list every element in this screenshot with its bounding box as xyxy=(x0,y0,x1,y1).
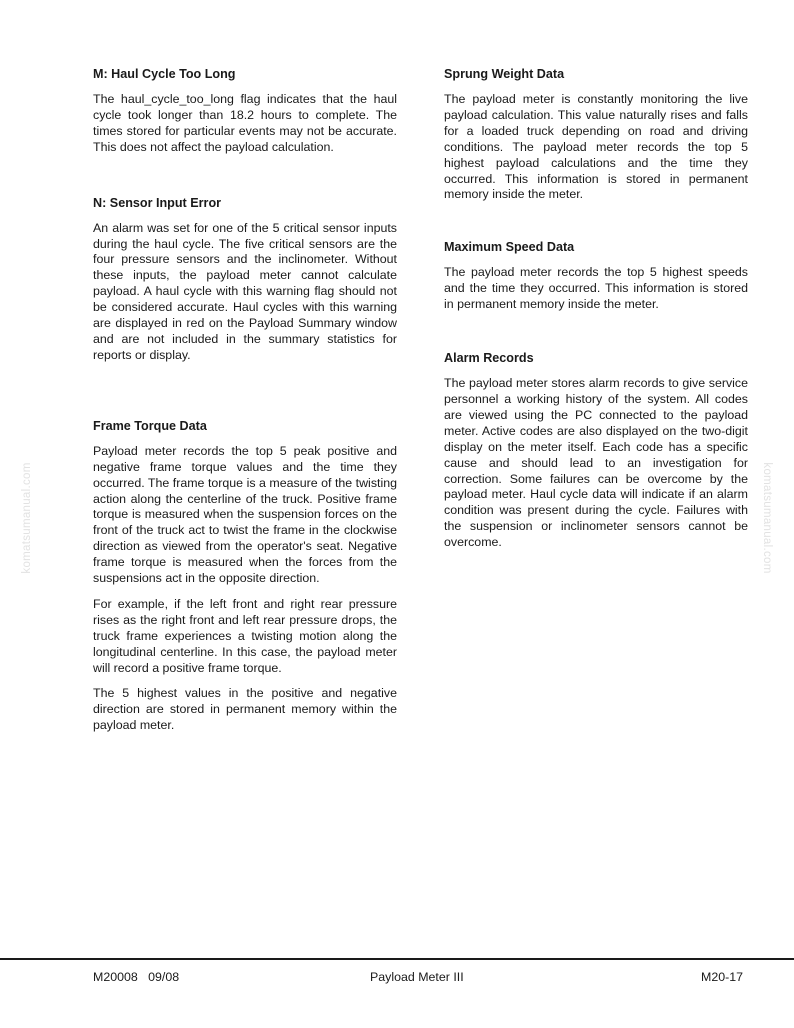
paragraph: The payload meter records the top 5 highest speeds and the time they occurred. This information is stored in permanent memory inside the meter. xyxy=(444,265,748,312)
paragraph: For example, if the left front and right rear pressure rises as the right front and left rear pressure drops, the truck frame experiences a twisting motion along the longitudinal centerline. In this case, the payload meter will record a positive frame torque. xyxy=(93,596,397,675)
paragraph: The 5 highest values in the positive and negative direction are stored in permanent memory within the payload meter. xyxy=(93,686,397,733)
watermark-right: komatsumanual.com xyxy=(761,462,773,574)
paragraph: Payload meter records the top 5 peak positive and negative frame torque values and the time they occurred. The frame torque is a measure of the twisting action along the centerline of the truck. Positive frame torque is measured when the suspension forces on the front of the truck act to twist the frame in the clockwise direction as viewed from the operator's seat. Negative frame torque is measured when the forces from the suspensions act in the opposite direction. xyxy=(93,443,397,586)
paragraph: An alarm was set for one of the 5 critical sensor inputs during the haul cycle. The five critical sensors are the four pressure sensors and the inclinometer. Without these inputs, the payload meter cannot calculate payload. A haul cycle with this warning flag should not be considered accurate. Haul cycles with this warning are displayed in red on the Payload Summary window and are not included in the summary statistics for reports or display. xyxy=(93,220,397,362)
section-haul-cycle-too-long xyxy=(93,66,397,156)
footer-page-number: M20-17 xyxy=(701,970,744,984)
section-sensor-input-error xyxy=(93,195,397,364)
footer-doc-id: M20008 09/08 xyxy=(93,970,180,984)
footer-divider xyxy=(0,958,794,960)
section-title: Frame Torque Data xyxy=(93,418,207,433)
section-sprung-weight-data xyxy=(444,66,748,203)
section-alarm-records xyxy=(444,350,748,551)
section-maximum-speed-data xyxy=(444,239,748,313)
paragraph: The haul_cycle_too_long flag indicates that the haul cycle took longer than 18.2 hours to complete. The times stored for particular events may not be accurate. This does not affect the payload calculation. xyxy=(93,92,397,154)
section-title: Sprung Weight Data xyxy=(444,67,565,81)
footer-title: Payload Meter III xyxy=(370,970,464,984)
watermark-left: komatsumanual.com xyxy=(21,462,33,574)
left-column xyxy=(93,66,397,744)
section-title: Alarm Records xyxy=(444,351,534,366)
section-title: M: Haul Cycle Too Long xyxy=(93,67,236,81)
section-title: Maximum Speed Data xyxy=(444,240,575,255)
paragraph: The payload meter is constantly monitoring the live payload calculation. This value naturally rises and falls for a loaded truck depending on road and driving conditions. The payload meter records the top 5 highest payload calculations and the time they occurred. This information is stored in permanent memory inside the meter. xyxy=(444,92,748,202)
section-title: N: Sensor Input Error xyxy=(93,195,222,210)
paragraph: The payload meter stores alarm records to give service personnel a working history of the system. All codes are viewed using the PC connected to the payload meter. Active codes are also displayed on the two-digit display on the meter itself. Each code has a specific cause and should lead to an investigation for correction. Some failures can be overcome by the payload meter. Haul cycle data will indicate if an alarm condition was present during the cycle. Failures with the suspension or inclinometer sensors cannot be overcome. xyxy=(444,376,748,550)
right-column xyxy=(444,66,748,561)
section-frame-torque-data xyxy=(93,418,397,734)
